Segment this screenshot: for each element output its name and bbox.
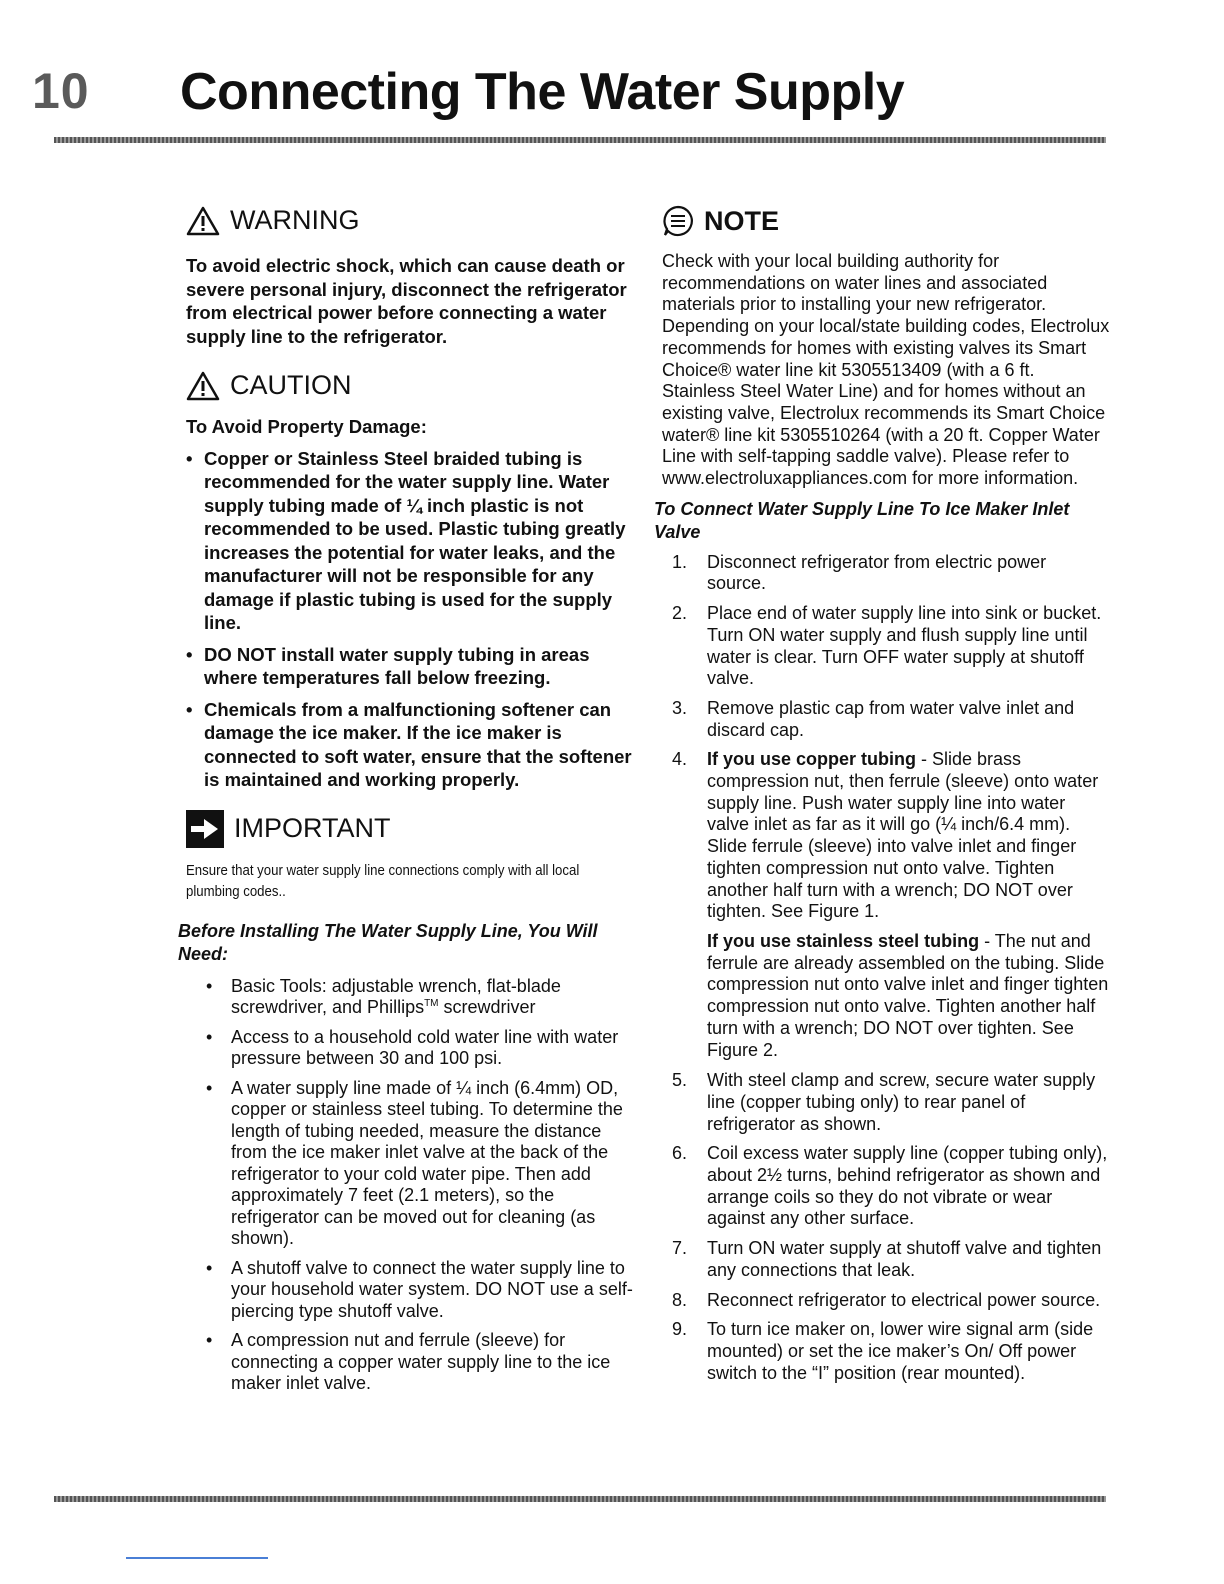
note-heading bbox=[662, 205, 1110, 237]
caution-list bbox=[178, 447, 638, 792]
important-text: Ensure that your water supply line connections comply with all local plumbing codes.. bbox=[186, 861, 580, 900]
list-item: • DO NOT install water supply tubing in areas where temperatures fall below freezing. bbox=[186, 643, 638, 690]
note-text: Check with your local building authority for recommendations on water lines and associated materials prior to installing your new refrigerator. Depending on your local/state building codes, Electrolux recommends for homes with existing valves its Smart Choice® water line kit 5305513409 (with a 6 ft. Stainless Steel Water Line) and for homes without an existing valve, Electrolux recommends its Smart Choice water® line kit 5305510264 (with a 20 ft. Copper Water Line with self-tapping saddle valve). Please refer to www.electroluxappliances.com for more information. bbox=[662, 251, 1110, 489]
list-item: 2. Place end of water supply line into sink or bucket. Turn ON water supply and flush supply line until water is clear. Turn OFF water supply at shutoff valve. bbox=[672, 603, 1102, 689]
list-item: 3. Remove plastic cap from water valve inlet and discard cap. bbox=[672, 697, 1075, 740]
steps-list bbox=[654, 552, 1110, 923]
list-item: • A compression nut and ferrule (sleeve) for connecting a copper water supply line to the ice maker inlet valve. bbox=[206, 1330, 638, 1395]
page-header bbox=[32, 62, 1212, 132]
caution-triangle-icon bbox=[186, 371, 220, 401]
page-title: Connecting The Water Supply bbox=[180, 63, 905, 121]
note-label: NOTE bbox=[704, 205, 780, 236]
list-item: 6. Coil excess water supply line (copper tubing only), about 2½ turns, behind refrigerator as shown and arrange coils so they do not vibrate or wear against any other surface. bbox=[672, 1143, 1108, 1229]
caution-heading bbox=[186, 370, 638, 401]
list-item: 5. With steel clamp and screw, secure water supply line (copper tubing only) to rear panel of refrigerator as shown. bbox=[672, 1070, 1096, 1134]
list-item: 9. To turn ice maker on, lower wire signal arm (side mounted) or set the ice maker’s On/ Off power switch to the “I” position (rear mounted). bbox=[672, 1319, 1094, 1383]
arrow-box-icon bbox=[186, 810, 224, 848]
caution-subheading: To Avoid Property Damage: bbox=[186, 416, 427, 437]
connect-heading: To Connect Water Supply Line To Ice Maker Inlet Valve bbox=[654, 498, 1070, 542]
bottom-divider bbox=[54, 1496, 1106, 1502]
left-column bbox=[178, 205, 638, 1403]
right-column bbox=[654, 205, 1110, 1392]
important-label: IMPORTANT bbox=[234, 813, 391, 843]
list-item: • A water supply line made of ¼ inch (6.4mm) OD, copper or stainless steel tubing. To determine the length of tubing needed, measure the distance from the ice maker inlet valve at the back of the refrigerator to your cold water pipe. Then add approximately 7 feet (2.1 meters), so the refrigerator can be moved out for cleaning (as shown). bbox=[206, 1078, 638, 1250]
list-item: • Copper or Stainless Steel braided tubing is recommended for the water supply line. Water supply tubing made of ¼ inch plastic is not recommended to be used. Plastic tubing greatly increases the potential for water leaks, and the manufacturer will not be responsible for any damage if plastic tubing is used for the supply line. bbox=[186, 447, 638, 635]
needs-heading: Before Installing The Water Supply Line, You Will Need: bbox=[178, 920, 598, 964]
list-item: 4. If you use copper tubing - Slide brass compression nut, then ferrule (sleeve) onto water supply line. Push water supply line into water valve inlet as far as it will go (¼ inch/6.4 mm). Slide ferrule (sleeve) into valve inlet and finger tighten compression nut onto valve. Tighten another half turn with a wrench; DO NOT over tighten. See Figure 1. bbox=[672, 749, 1099, 922]
list-item: • Access to a household cold water line with water pressure between 30 and 100 psi. bbox=[206, 1027, 638, 1070]
page-number: 10 bbox=[32, 63, 90, 119]
list-item: • Basic Tools: adjustable wrench, flat-blade screwdriver, and Phillips™ screwdriver bbox=[206, 976, 638, 1019]
important-heading bbox=[186, 810, 638, 848]
warning-heading bbox=[186, 205, 638, 236]
list-item: 8. Reconnect refrigerator to electrical power source. bbox=[672, 1289, 1101, 1310]
note-icon bbox=[662, 205, 694, 237]
stainless-paragraph: If you use stainless steel tubing - The nut and ferrule are already assembled on the tubing. Slide compression nut onto valve inlet and finger tighten compression nut onto valve. Tighten another half turn with a wrench; DO NOT over tighten. See Figure 2. bbox=[707, 930, 1109, 1060]
list-item: • Chemicals from a malfunctioning softener can damage the ice maker. If the ice maker is connected to soft water, ensure that the softener is maintained and working properly. bbox=[186, 698, 638, 792]
list-item: 7. Turn ON water supply at shutoff valve and tighten any connections that leak. bbox=[672, 1238, 1102, 1280]
list-item: 1. Disconnect refrigerator from electric power source. bbox=[672, 551, 1047, 594]
warning-text: To avoid electric shock, which can cause death or severe personal injury, disconnect the refrigerator from electrical power before connecting a water supply line to the refrigerator. bbox=[186, 255, 627, 347]
list-item: • A shutoff valve to connect the water supply line to your household water system. DO NOT use a self-piercing type shutoff valve. bbox=[206, 1258, 638, 1323]
warning-label: WARNING bbox=[230, 205, 360, 235]
top-divider bbox=[54, 137, 1106, 143]
steps-list-continued bbox=[654, 1070, 1110, 1384]
warning-triangle-icon bbox=[186, 206, 220, 236]
needs-list bbox=[178, 976, 638, 1395]
caution-label: CAUTION bbox=[230, 370, 352, 400]
footer-accent-line bbox=[126, 1557, 268, 1559]
